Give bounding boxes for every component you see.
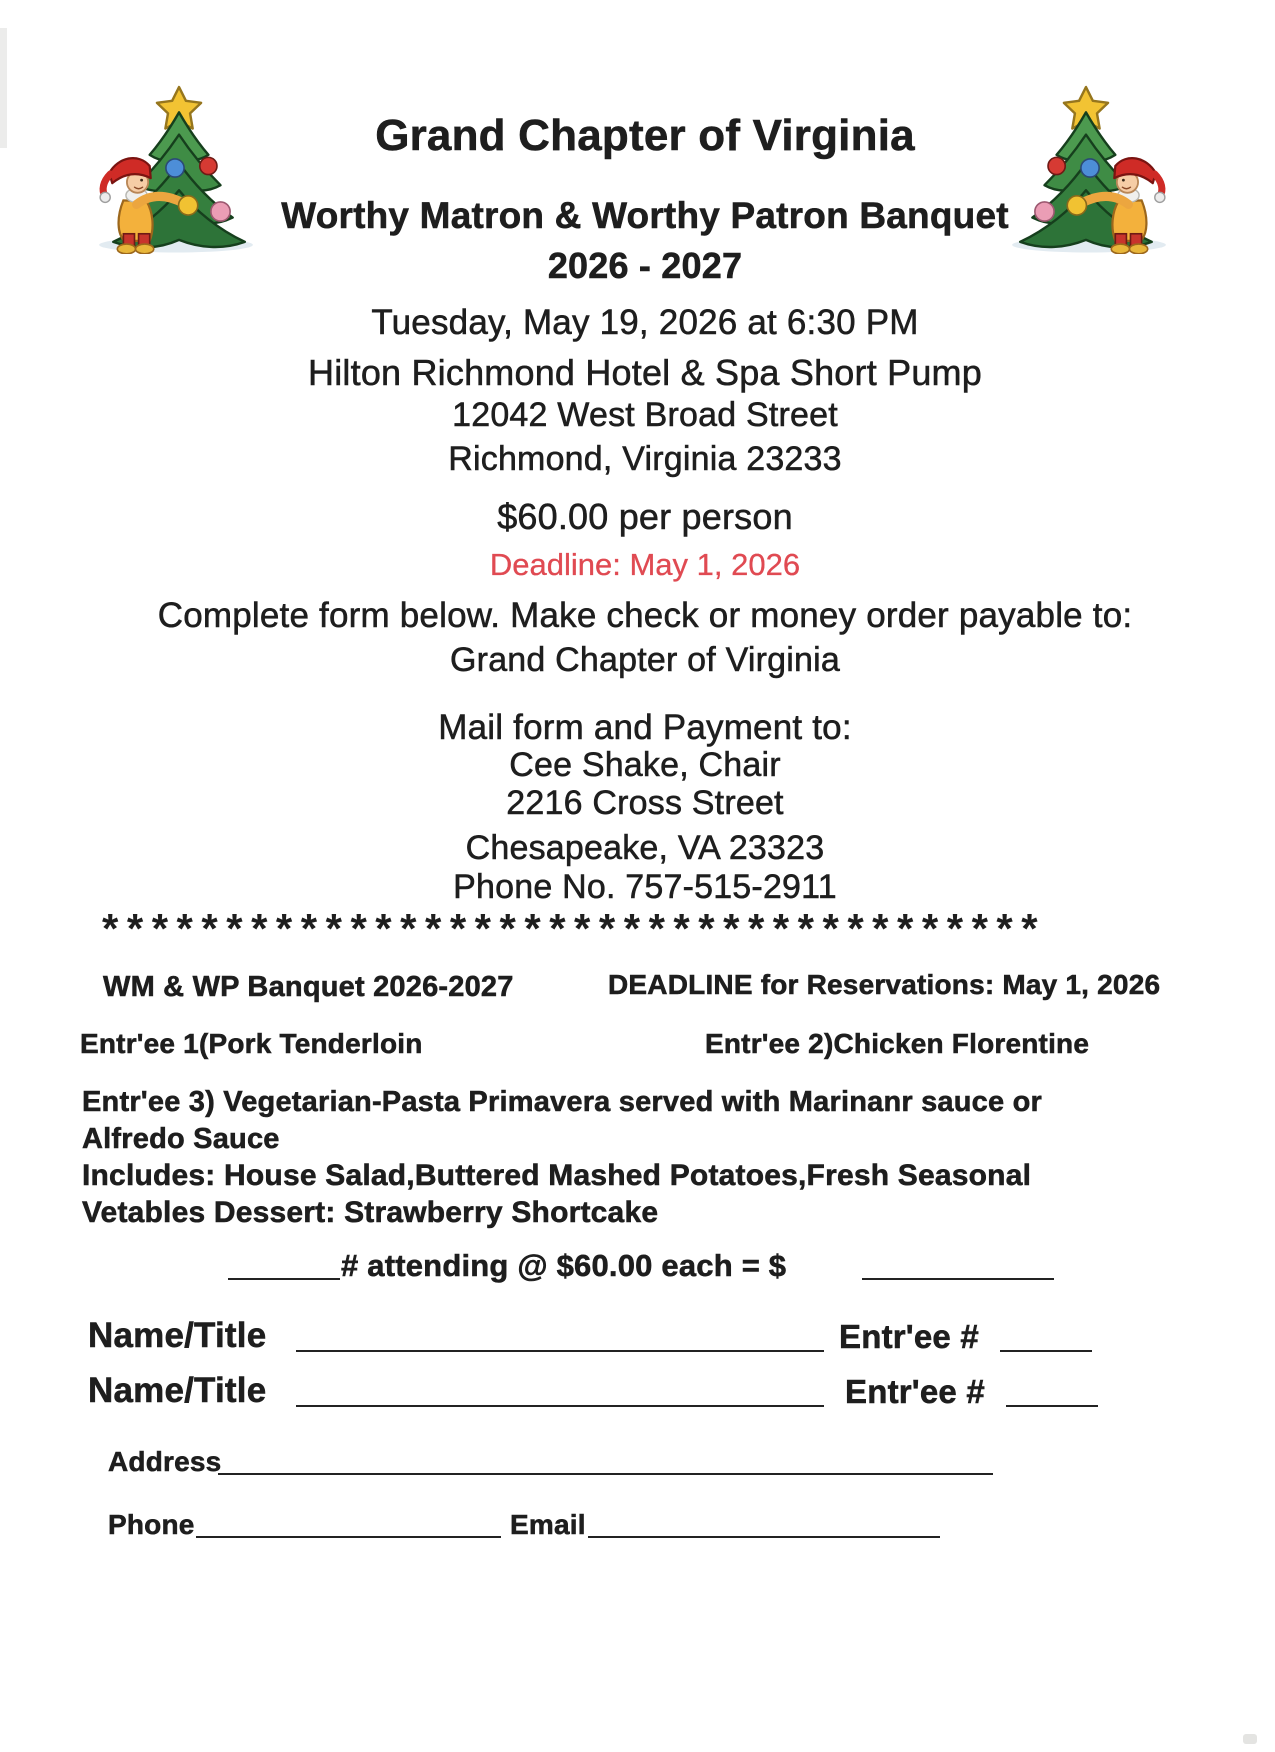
- attending-count-field[interactable]: [228, 1252, 340, 1280]
- menu-includes-line1: Includes: House Salad,Buttered Mashed Potatoes,Fresh Seasonal: [82, 1159, 1032, 1192]
- name-title-field-2[interactable]: [296, 1379, 824, 1407]
- banquet-years: 2026 - 2027: [547, 245, 743, 286]
- address-field[interactable]: [218, 1447, 993, 1475]
- phone-field[interactable]: [196, 1510, 501, 1538]
- banquet-label: WM & WP Banquet 2026-2027: [103, 971, 514, 1003]
- page-subtitle: Worthy Matron & Worthy Patron Banquet: [281, 195, 1009, 236]
- entree-3-option-line1: Entr'ee 3) Vegetarian-Pasta Primavera served with Marinanr sauce or: [82, 1086, 1042, 1118]
- menu-includes-line2: Vetables Dessert: Strawberry Shortcake: [82, 1196, 659, 1229]
- event-datetime: Tuesday, May 19, 2026 at 6:30 PM: [371, 303, 919, 342]
- scan-smudge-artifact: [1243, 1734, 1257, 1744]
- event-city: Richmond, Virginia 23233: [448, 440, 842, 478]
- mail-to-city: Chesapeake, VA 23323: [465, 829, 825, 867]
- payment-instruction: Complete form below. Make check or money order payable to:: [157, 596, 1133, 635]
- name-title-label-1: Name/Title: [88, 1316, 267, 1355]
- entree-1-option: Entr'ee 1(Pork Tenderloin: [80, 1028, 423, 1059]
- address-label: Address: [108, 1446, 222, 1477]
- entree-3-option-line2: Alfredo Sauce: [82, 1123, 280, 1155]
- phone-label: Phone: [108, 1509, 195, 1540]
- scan-edge-artifact: [0, 28, 7, 148]
- entree-2-option: Entr'ee 2)Chicken Florentine: [705, 1028, 1090, 1059]
- event-street: 12042 West Broad Street: [452, 396, 838, 434]
- entree-number-label-1: Entr'ee #: [839, 1318, 979, 1355]
- mail-to-street: 2216 Cross Street: [506, 784, 784, 822]
- email-field[interactable]: [588, 1510, 940, 1538]
- mail-to-phone: Phone No. 757-515-2911: [453, 868, 837, 906]
- name-title-label-2: Name/Title: [88, 1371, 267, 1410]
- entree-number-field-1[interactable]: [1000, 1324, 1092, 1352]
- mail-to-heading: Mail form and Payment to:: [438, 708, 852, 747]
- page-title: Grand Chapter of Virginia: [375, 111, 915, 160]
- reservation-deadline-label: DEADLINE for Reservations: May 1, 2026: [608, 969, 1161, 1000]
- payee-name: Grand Chapter of Virginia: [450, 641, 840, 679]
- entree-number-field-2[interactable]: [1006, 1379, 1098, 1407]
- email-label: Email: [510, 1509, 586, 1540]
- mail-to-name: Cee Shake, Chair: [509, 746, 781, 784]
- deadline-notice: Deadline: May 1, 2026: [489, 547, 801, 582]
- name-title-field-1[interactable]: [296, 1324, 824, 1352]
- total-amount-field[interactable]: [862, 1252, 1054, 1280]
- entree-number-label-2: Entr'ee #: [845, 1373, 985, 1410]
- asterisk-divider: **************************************: [102, 905, 1047, 952]
- event-venue: Hilton Richmond Hotel & Spa Short Pump: [308, 352, 982, 393]
- attending-label: # attending @ $60.00 each = $: [341, 1248, 787, 1283]
- price-per-person: $60.00 per person: [497, 496, 793, 537]
